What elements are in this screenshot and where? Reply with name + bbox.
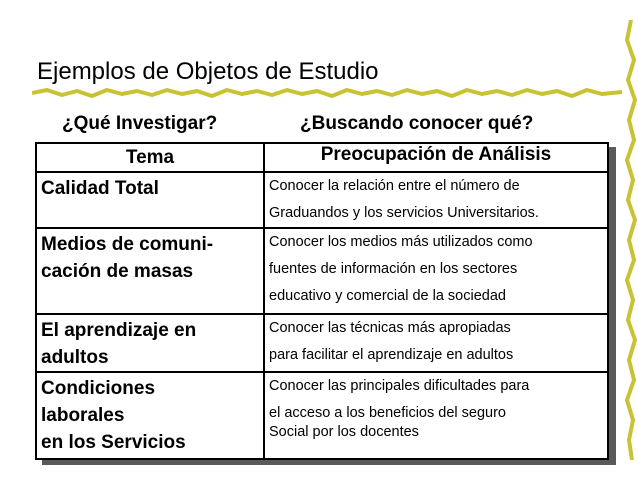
row-analisis-line: Conocer las principales dificultades para (269, 378, 530, 394)
row-analisis-line: fuentes de información en los sectores (269, 261, 518, 277)
row-analisis-line: Graduandos y los servicios Universitarios. (269, 205, 539, 221)
row-analisis (264, 372, 608, 459)
row-tema-line: en los Servicios (41, 432, 186, 453)
row-analisis (264, 314, 608, 372)
right-column-question: ¿Buscando conocer qué? (300, 113, 534, 134)
row-analisis-line: Conocer las técnicas más apropiadas (269, 320, 511, 336)
header-tema: Tema (36, 143, 264, 172)
decorative-vertical-line (624, 20, 638, 460)
row-analisis-line: educativo y comercial de la sociedad (269, 288, 506, 304)
left-column-question: ¿Qué Investigar? (62, 113, 218, 134)
row-tema-line: laborales (41, 405, 125, 426)
row-tema-line: El aprendizaje en (41, 320, 197, 341)
slide-title: Ejemplos de Objetos de Estudio (37, 58, 379, 85)
row-analisis-line: Conocer la relación entre el número de (269, 178, 520, 194)
row-tema (36, 228, 264, 314)
table-header-row (36, 143, 608, 172)
row-tema-line: adultos (41, 347, 109, 368)
row-tema-line: Condiciones (41, 378, 156, 399)
row-tema-text: Calidad Total (41, 178, 159, 199)
row-tema (36, 172, 264, 228)
table-row (36, 314, 608, 372)
decorative-title-underline (32, 86, 622, 100)
row-analisis (264, 228, 608, 314)
header-analisis: Preocupación de Análisis (264, 143, 608, 172)
row-tema-line: Medios de comuni- (41, 234, 214, 255)
table-row (36, 372, 608, 459)
row-analisis-line: Social por los docentes (269, 424, 419, 440)
row-analisis-line: para facilitar el aprendizaje en adultos (269, 347, 514, 363)
row-tema (36, 314, 264, 372)
objects-table (35, 142, 609, 460)
row-tema (36, 372, 264, 459)
table-row (36, 172, 608, 228)
row-analisis (264, 172, 608, 228)
row-tema-line: cación de masas (41, 261, 194, 282)
row-analisis-line: Conocer los medios más utilizados como (269, 234, 533, 250)
table-row (36, 228, 608, 314)
row-analisis-line: el acceso a los beneficios del seguro (269, 405, 506, 421)
